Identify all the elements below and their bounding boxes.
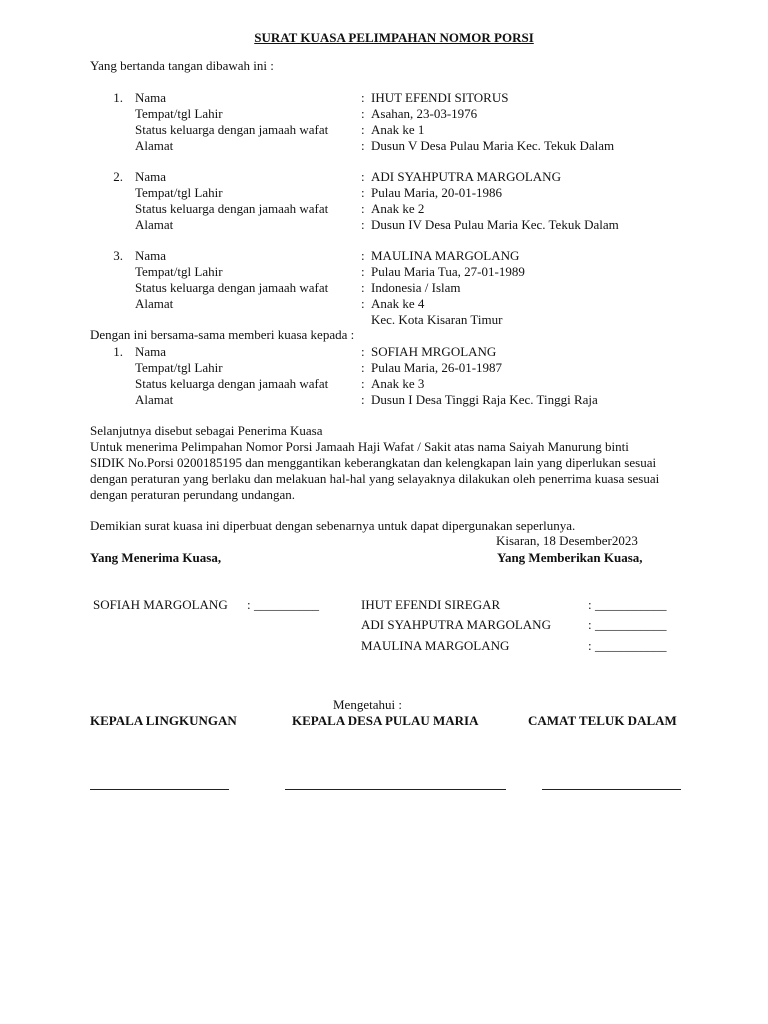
- receiver-sign-name: SOFIAH MARGOLANG: [93, 597, 228, 612]
- giver-heading: Yang Memberikan Kuasa,: [497, 550, 643, 565]
- grantor-number: 3.: [113, 248, 123, 263]
- colon: :: [361, 392, 365, 407]
- body-line: dengan peraturan perundang undangan.: [90, 487, 296, 502]
- grantor-address: Dusun IV Desa Pulau Maria Kec. Tekuk Dalam: [371, 217, 619, 232]
- colon: :: [361, 185, 365, 200]
- place-date: Kisaran, 18 Desember2023: [496, 533, 638, 548]
- label-status: Status keluarga dengan jamaah wafat: [135, 122, 329, 137]
- grantor-name: MAULINA MARGOLANG: [371, 248, 520, 263]
- body-line: dengan peraturan yang berlaku dan melakuan hal-hal yang selayaknya dilakukan oleh penerrima kuasa sesuai: [90, 471, 660, 486]
- grantor-address-extra: Kec. Kota Kisaran Timur: [371, 312, 503, 327]
- colon: :: [361, 344, 365, 359]
- receiver-heading: Yang Menerima Kuasa,: [90, 550, 222, 565]
- grantor-status: Anak ke 1: [371, 122, 425, 137]
- colon: :: [361, 201, 365, 216]
- grant-intro: Dengan ini bersama-sama memberi kuasa kepada :: [90, 327, 355, 342]
- giver-sign-name: IHUT EFENDI SIREGAR: [361, 597, 501, 612]
- label-ttl: Tempat/tgl Lahir: [135, 360, 223, 375]
- grantee-number: 1.: [113, 344, 123, 359]
- colon: :: [361, 296, 365, 311]
- grantor-birth: Pulau Maria Tua, 27-01-1989: [371, 264, 525, 279]
- grantor-name: IHUT EFENDI SITORUS: [371, 90, 509, 105]
- label-status: Status keluarga dengan jamaah wafat: [135, 376, 329, 391]
- label-status: Status keluarga dengan jamaah wafat: [135, 201, 329, 216]
- colon: :: [588, 638, 592, 653]
- grantor-number: 2.: [113, 169, 123, 184]
- official-signature-line: [285, 789, 506, 790]
- giver-sign-name: MAULINA MARGOLANG: [361, 638, 510, 653]
- grantor-address: Anak ke 4: [371, 296, 425, 311]
- colon: :: [361, 217, 365, 232]
- colon: :: [361, 376, 365, 391]
- label-nama: Nama: [135, 169, 167, 184]
- grantee-status: Anak ke 3: [371, 376, 425, 391]
- colon: :: [361, 280, 365, 295]
- colon: :: [361, 264, 365, 279]
- signature-line: __________: [254, 597, 319, 612]
- label-nama: Nama: [135, 248, 167, 263]
- label-alamat: Alamat: [135, 217, 174, 232]
- grantor-address: Dusun V Desa Pulau Maria Kec. Tekuk Dalam: [371, 138, 615, 153]
- colon: :: [361, 138, 365, 153]
- intro-text: Yang bertanda tangan dibawah ini :: [90, 58, 274, 73]
- label-ttl: Tempat/tgl Lahir: [135, 106, 223, 121]
- grantor-status: Indonesia / Islam: [371, 280, 461, 295]
- giver-sign-name: ADI SYAHPUTRA MARGOLANG: [361, 617, 551, 632]
- grantor-status: Anak ke 2: [371, 201, 425, 216]
- closing-text: Demikian surat kuasa ini diperbuat dengan sebenarnya untuk dapat dipergunakan seperlunya.: [90, 518, 576, 533]
- label-nama: Nama: [135, 90, 167, 105]
- signature-line: ___________: [595, 617, 667, 632]
- acknowledged-label: Mengetahui :: [333, 697, 402, 712]
- grantor-birth: Asahan, 23-03-1976: [371, 106, 478, 121]
- official-title: KEPALA DESA PULAU MARIA: [292, 713, 479, 728]
- grantee-name: SOFIAH MRGOLANG: [371, 344, 497, 359]
- colon: :: [361, 90, 365, 105]
- label-alamat: Alamat: [135, 296, 174, 311]
- grantee-birth: Pulau Maria, 26-01-1987: [371, 360, 503, 375]
- body-line: Untuk menerima Pelimpahan Nomor Porsi Jamaah Haji Wafat / Sakit atas nama Saiyah Manurung binti: [90, 439, 629, 454]
- grantor-birth: Pulau Maria, 20-01-1986: [371, 185, 503, 200]
- body-line: SIDIK No.Porsi 0200185195 dan menggantikan keberangkatan dan kelengkapan lain yang diperlukan sesuai: [90, 455, 657, 470]
- colon: :: [361, 248, 365, 263]
- official-signature-line: [542, 789, 681, 790]
- label-nama: Nama: [135, 344, 167, 359]
- colon: :: [361, 106, 365, 121]
- official-signature-line: [90, 789, 229, 790]
- colon: :: [361, 122, 365, 137]
- official-title: CAMAT TELUK DALAM: [528, 713, 677, 728]
- label-ttl: Tempat/tgl Lahir: [135, 185, 223, 200]
- label-alamat: Alamat: [135, 392, 174, 407]
- signature-line: ___________: [595, 597, 667, 612]
- signature-line: ___________: [595, 638, 667, 653]
- label-ttl: Tempat/tgl Lahir: [135, 264, 223, 279]
- letter-title: SURAT KUASA PELIMPAHAN NOMOR PORSI: [254, 30, 534, 45]
- colon: :: [361, 169, 365, 184]
- grantor-number: 1.: [113, 90, 123, 105]
- colon: :: [588, 617, 592, 632]
- colon: :: [361, 360, 365, 375]
- label-status: Status keluarga dengan jamaah wafat: [135, 280, 329, 295]
- colon: :: [247, 597, 251, 612]
- grantee-address: Dusun I Desa Tinggi Raja Kec. Tinggi Raja: [371, 392, 598, 407]
- colon: :: [588, 597, 592, 612]
- official-title: KEPALA LINGKUNGAN: [90, 713, 237, 728]
- grantor-name: ADI SYAHPUTRA MARGOLANG: [371, 169, 561, 184]
- label-alamat: Alamat: [135, 138, 174, 153]
- body-line: Selanjutnya disebut sebagai Penerima Kuasa: [90, 423, 323, 438]
